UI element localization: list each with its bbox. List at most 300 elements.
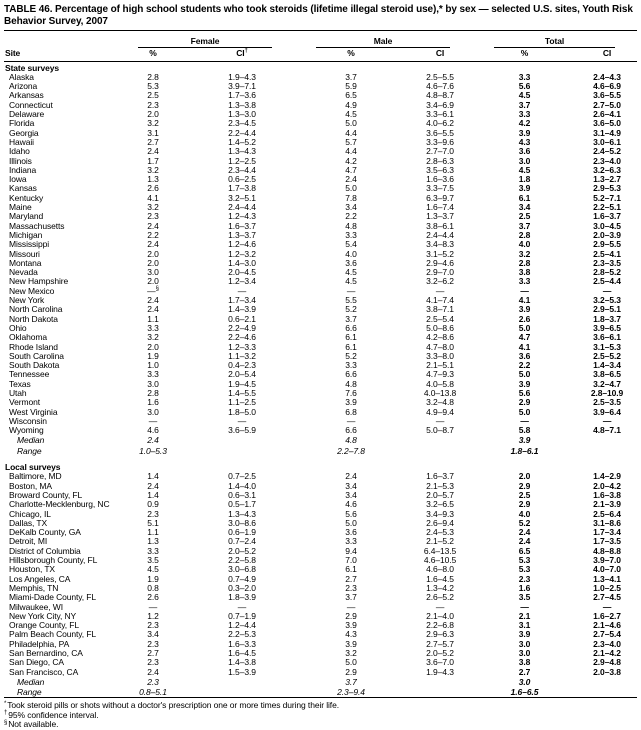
table-row <box>4 129 637 138</box>
site-cell: Delaware <box>9 109 45 120</box>
site-cell: Palm Beach County, FL <box>9 629 97 640</box>
female-percent-cell: 3.5 <box>147 555 159 566</box>
site-cell: New Hampshire <box>9 276 69 287</box>
column-header-site: Site <box>4 48 116 61</box>
total-ci-cell: 2.8–10.9 <box>590 387 624 398</box>
male-ci-cell: 3.5–6.3 <box>426 164 454 175</box>
total-percent-cell: 5.2 <box>518 517 531 528</box>
total-ci-cell: 3.6–6.1 <box>593 332 621 343</box>
male-ci-cell: 3.6–5.5 <box>426 127 454 138</box>
female-ci-cell: 0.6–1.9 <box>228 527 256 538</box>
male-ci-cell: 2.0–5.7 <box>426 489 454 500</box>
female-ci-cell: 0.7–2.4 <box>228 536 256 547</box>
total-percent-cell: 2.4 <box>518 536 531 547</box>
female-percent-cell: 3.2 <box>147 118 159 129</box>
site-cell: Wisconsin <box>9 415 47 426</box>
total-ci-cell: 4.8–8.8 <box>593 545 621 556</box>
male-percent-cell: 3.9 <box>345 620 357 631</box>
male-percent-cell: 4.0 <box>345 248 357 259</box>
total-ci-cell: 4.0–7.0 <box>593 564 621 575</box>
site-cell: Orange County, FL <box>9 620 79 631</box>
male-percent-cell: 5.6 <box>345 508 357 519</box>
total-ci-cell: — <box>602 601 612 612</box>
site-cell: Alaska <box>9 71 34 82</box>
total-percent-cell: 5.3 <box>518 564 531 575</box>
male-percent-cell: 5.4 <box>345 239 357 250</box>
male-ci-cell: 2.8–6.3 <box>426 155 454 166</box>
female-percent-cell: 2.7 <box>147 136 159 147</box>
site-cell: Los Angeles, CA <box>9 573 71 584</box>
total-percent-cell: 2.4 <box>518 527 531 538</box>
female-percent-cell: 0.9 <box>147 499 159 510</box>
total-percent-cell: 2.7 <box>518 666 531 677</box>
total-ci-cell: 4.6–6.9 <box>593 81 621 92</box>
total-ci-cell: 3.9–7.0 <box>593 555 621 566</box>
female-percent-cell: 5.3 <box>147 81 159 92</box>
male-ci-cell: — <box>435 601 445 612</box>
female-percent-cell: 1.3 <box>147 174 159 185</box>
total-ci-cell: 2.9–4.8 <box>593 657 621 668</box>
female-percent-cell: 3.0 <box>147 378 159 389</box>
site-cell: West Virginia <box>9 406 58 417</box>
male-percent-cell: — <box>346 415 356 426</box>
site-cell: Houston, TX <box>9 564 55 575</box>
total-ci-cell: 1.4–3.4 <box>593 360 621 371</box>
male-ci-cell: 2.7–5.7 <box>426 638 454 649</box>
site-cell: Maine <box>9 202 32 213</box>
male-percent-cell: 3.6 <box>345 527 357 538</box>
total-ci-cell: 2.6–4.1 <box>593 109 621 120</box>
table-row <box>4 575 637 584</box>
total-ci-cell: 2.7–4.5 <box>593 592 621 603</box>
male-ci-cell: 2.9–4.6 <box>426 257 454 268</box>
table-row <box>4 315 637 324</box>
site-cell: Chicago, IL <box>9 508 51 519</box>
site-cell: Kentucky <box>9 192 44 203</box>
total-percent-cell: 3.7 <box>518 220 531 231</box>
female-percent-cell: 1.9 <box>147 573 159 584</box>
total-percent-cell: 3.0 <box>518 638 531 649</box>
total-ci-cell: 3.1–8.6 <box>593 517 621 528</box>
male-percent-cell: — <box>346 601 356 612</box>
footnote-text: 95% confidence interval. <box>8 709 99 720</box>
footnotes <box>4 698 637 730</box>
site-cell: Tennessee <box>9 369 50 380</box>
female-percent-cell: 1.1 <box>147 527 159 538</box>
female-percent-cell: 2.4 <box>147 239 159 250</box>
total-ci-cell: 2.9–5.5 <box>593 239 621 250</box>
stat-value: 4.8 <box>345 435 357 446</box>
table-row <box>4 380 637 389</box>
total-ci-cell: 2.3–4.0 <box>593 155 621 166</box>
male-ci-cell: 3.8–7.1 <box>426 304 454 315</box>
male-percent-cell: 6.6 <box>345 425 357 436</box>
site-cell: Miami-Dade County, FL <box>9 592 97 603</box>
table-row <box>4 370 637 379</box>
total-percent-cell: 2.5 <box>518 211 531 222</box>
male-ci-cell: 2.2–6.8 <box>426 620 454 631</box>
male-ci-cell: 4.7–8.0 <box>426 341 454 352</box>
reference-mark: § <box>155 285 159 292</box>
empty-cell <box>190 677 294 687</box>
table-row <box>4 389 637 398</box>
male-percent-cell: 6.8 <box>345 406 357 417</box>
total-percent-cell: 3.0 <box>518 155 531 166</box>
female-percent-cell: 1.6 <box>147 397 159 408</box>
site-cell: Memphis, TN <box>9 582 59 593</box>
total-percent-cell: 3.9 <box>518 304 531 315</box>
male-ci-cell: 3.4–9.3 <box>426 508 454 519</box>
total-percent-cell: 2.8 <box>518 257 531 268</box>
total-percent-cell: 4.1 <box>518 341 531 352</box>
female-ci-cell: 0.7–2.5 <box>228 471 256 482</box>
female-percent-cell: 2.3 <box>147 620 159 631</box>
female-ci-cell: 1.2–3.2 <box>228 248 256 259</box>
female-ci-cell: 0.7–1.9 <box>228 610 256 621</box>
section-label: State surveys <box>5 62 59 73</box>
total-ci-cell: 2.9–5.3 <box>593 183 621 194</box>
table-row <box>4 565 637 574</box>
female-percent-cell: —§ <box>147 285 159 296</box>
male-percent-cell: 5.9 <box>345 81 357 92</box>
male-percent-cell: 6.1 <box>345 564 357 575</box>
total-ci-cell: 2.0–3.8 <box>593 666 621 677</box>
female-percent-cell: 2.4 <box>147 146 159 157</box>
female-percent-cell: 2.0 <box>147 257 159 268</box>
total-ci-cell: 2.8–5.2 <box>593 267 621 278</box>
male-ci-cell: 5.0–8.7 <box>426 425 454 436</box>
table-row <box>4 231 637 240</box>
female-percent-cell: 3.0 <box>147 406 159 417</box>
male-percent-cell: 6.6 <box>345 322 357 333</box>
male-ci-cell: 2.1–4.0 <box>426 610 454 621</box>
male-ci-cell: 2.5–5.5 <box>426 71 454 82</box>
group-header-male-label: Male <box>316 37 450 48</box>
female-ci-cell: 2.2–5.3 <box>228 629 256 640</box>
total-percent-cell: 3.9 <box>518 378 531 389</box>
total-percent-cell: 3.6 <box>518 350 531 361</box>
table-row <box>4 324 637 333</box>
total-percent-cell: 5.6 <box>518 81 531 92</box>
female-ci-cell: 0.6–3.1 <box>228 489 256 500</box>
total-percent-cell: 6.1 <box>518 192 531 203</box>
total-percent-cell: 4.0 <box>518 239 531 250</box>
total-ci-cell: 1.7–3.5 <box>593 536 621 547</box>
stat-label: Median <box>17 435 45 446</box>
female-percent-cell: 3.3 <box>147 545 159 556</box>
male-percent-cell: 5.0 <box>345 517 357 528</box>
male-percent-cell: 3.9 <box>345 638 357 649</box>
female-ci-cell: 3.2–5.1 <box>228 192 256 203</box>
female-percent-cell: 2.3 <box>147 638 159 649</box>
female-ci-cell: 1.1–3.2 <box>228 350 256 361</box>
male-percent-cell: 3.7 <box>345 71 357 82</box>
male-ci-cell: 3.3–8.0 <box>426 350 454 361</box>
male-ci-cell: 3.4–6.9 <box>426 99 454 110</box>
group-header-total <box>472 32 637 48</box>
total-percent-cell: 5.6 <box>518 387 531 398</box>
table-row <box>4 287 637 296</box>
section-header-row <box>4 456 637 472</box>
male-percent-cell: 3.3 <box>345 229 357 240</box>
total-ci-cell: 1.0–2.5 <box>593 582 621 593</box>
site-cell: Hillsborough County, FL <box>9 555 98 566</box>
male-percent-cell: 3.4 <box>345 489 357 500</box>
stat-value: 3.0 <box>518 676 531 687</box>
female-ci-cell: 0.7–4.9 <box>228 573 256 584</box>
female-ci-cell: 1.4–3.9 <box>228 304 256 315</box>
section-header-row <box>4 61 637 73</box>
table-row <box>4 194 637 203</box>
table-row <box>4 482 637 491</box>
table-row <box>4 296 637 305</box>
stat-value: 1.8–6.1 <box>510 445 539 456</box>
table-row <box>4 519 637 528</box>
table-row <box>4 528 637 537</box>
total-ci-cell: 2.3–4.0 <box>593 638 621 649</box>
male-ci-cell: 3.2–6.5 <box>426 499 454 510</box>
female-percent-cell: 4.6 <box>147 425 159 436</box>
site-cell: New Mexico <box>9 285 55 296</box>
female-ci-cell: 0.4–2.3 <box>228 360 256 371</box>
site-cell: Montana <box>9 257 42 268</box>
table-row <box>4 240 637 249</box>
reference-mark: † <box>244 48 248 55</box>
female-percent-cell: 2.0 <box>147 109 159 120</box>
male-percent-cell: 6.1 <box>345 332 357 343</box>
empty-cell <box>408 677 472 687</box>
table-row <box>4 408 637 417</box>
male-ci-cell: 1.6–4.5 <box>426 573 454 584</box>
table-row <box>4 147 637 156</box>
female-percent-cell: 2.4 <box>147 220 159 231</box>
female-percent-cell: 2.6 <box>147 592 159 603</box>
table-row <box>4 640 637 649</box>
empty-cell <box>408 446 472 456</box>
table-row <box>4 500 637 509</box>
total-ci-cell: 1.3–2.7 <box>593 174 621 185</box>
female-percent-cell: 2.5 <box>147 90 159 101</box>
empty-cell <box>577 687 637 698</box>
site-cell: Detroit, MI <box>9 536 48 547</box>
table-row <box>4 352 637 361</box>
total-percent-cell: 4.5 <box>518 164 531 175</box>
total-percent-cell: 4.1 <box>518 295 531 306</box>
group-header-row <box>4 32 637 48</box>
male-percent-cell: 6.6 <box>345 369 357 380</box>
male-percent-cell: 5.2 <box>345 304 357 315</box>
total-ci-cell: 3.8–6.5 <box>593 369 621 380</box>
column-header-total-percent: % <box>472 48 577 61</box>
female-ci-cell: 1.4–4.0 <box>228 480 256 491</box>
site-cell: Connecticut <box>9 99 53 110</box>
male-percent-cell: 3.3 <box>345 360 357 371</box>
site-cell: Milwaukee, WI <box>9 601 63 612</box>
male-ci-cell: — <box>435 285 445 296</box>
site-cell: Mississippi <box>9 239 49 250</box>
male-percent-cell: 5.7 <box>345 136 357 147</box>
male-ci-cell: 4.0–5.8 <box>426 378 454 389</box>
female-percent-cell: 2.3 <box>147 99 159 110</box>
female-ci-cell: 1.3–4.3 <box>228 508 256 519</box>
stat-value: 1.6–6.5 <box>510 687 539 698</box>
total-ci-cell: 1.6–3.7 <box>593 211 621 222</box>
male-percent-cell: 3.2 <box>345 648 357 658</box>
empty-cell <box>190 435 294 445</box>
male-percent-cell: 4.8 <box>345 220 357 231</box>
female-ci-cell: 3.0–6.8 <box>228 564 256 575</box>
male-percent-cell: 4.9 <box>345 99 357 110</box>
male-percent-cell: 5.2 <box>345 350 357 361</box>
male-ci-cell: 3.6–7.0 <box>426 657 454 668</box>
total-ci-cell: 3.2–5.3 <box>593 295 621 306</box>
site-cell: Massachusetts <box>9 220 65 231</box>
male-ci-cell: 2.1–5.1 <box>426 360 454 371</box>
stat-value: 2.3–9.4 <box>337 687 365 698</box>
male-ci-cell: 2.4–5.3 <box>426 527 454 538</box>
female-ci-cell: 1.6–3.7 <box>228 220 256 231</box>
table-row <box>4 91 637 100</box>
site-cell: Michigan <box>9 229 43 240</box>
female-percent-cell: 3.2 <box>147 332 159 343</box>
male-ci-cell: — <box>435 415 445 426</box>
female-ci-cell: — <box>237 415 247 426</box>
total-percent-cell: 3.9 <box>518 127 531 138</box>
female-ci-cell: 2.4–4.4 <box>228 202 256 213</box>
site-cell: Utah <box>9 387 27 398</box>
stat-value: 3.9 <box>518 435 531 446</box>
table-row <box>4 417 637 426</box>
male-ci-cell: 4.6–8.0 <box>426 564 454 575</box>
total-percent-cell: 3.9 <box>518 183 531 194</box>
site-cell: Texas <box>9 378 31 389</box>
stat-value: 2.4 <box>147 435 159 446</box>
male-percent-cell: 4.3 <box>345 629 357 640</box>
male-ci-cell: 3.1–5.2 <box>426 248 454 259</box>
female-percent-cell: 4.1 <box>147 192 159 203</box>
table-row <box>4 184 637 193</box>
site-cell: Boston, MA <box>9 480 52 491</box>
total-ci-cell: — <box>602 415 612 426</box>
male-percent-cell: 3.7 <box>345 592 357 603</box>
male-percent-cell: 6.5 <box>345 90 357 101</box>
site-cell: Dallas, TX <box>9 517 48 528</box>
female-percent-cell: — <box>148 601 158 612</box>
male-percent-cell: 4.8 <box>345 378 357 389</box>
total-percent-cell: 5.3 <box>518 555 531 566</box>
male-ci-cell: 3.3–7.5 <box>426 183 454 194</box>
male-ci-cell: 1.6–3.7 <box>426 471 454 482</box>
female-percent-cell: — <box>148 415 158 426</box>
total-ci-cell: 4.8–7.1 <box>593 425 621 436</box>
female-percent-cell: 3.1 <box>147 127 159 138</box>
total-ci-cell: 3.2–6.3 <box>593 164 621 175</box>
table-row <box>4 603 637 612</box>
female-percent-cell: 2.7 <box>147 648 159 658</box>
table-row <box>4 73 637 82</box>
column-header-male-ci: CI <box>408 48 472 61</box>
male-ci-cell: 4.7–9.3 <box>426 369 454 380</box>
male-ci-cell: 2.9–6.3 <box>426 629 454 640</box>
male-percent-cell: 4.5 <box>345 267 357 278</box>
female-ci-cell: 3.9–7.1 <box>228 81 256 92</box>
column-header-row <box>4 48 637 61</box>
male-ci-cell: 2.7–7.0 <box>426 146 454 157</box>
site-cell: Nevada <box>9 267 38 278</box>
male-ci-cell: 2.9–7.0 <box>426 267 454 278</box>
site-cell: Arizona <box>9 81 38 92</box>
male-ci-cell: 2.4–4.4 <box>426 229 454 240</box>
site-cell: Arkansas <box>9 90 44 101</box>
female-ci-cell: 1.7–3.8 <box>228 183 256 194</box>
total-percent-cell: 3.2 <box>518 248 531 259</box>
empty-cell <box>408 687 472 698</box>
site-cell: Illinois <box>9 155 32 166</box>
total-percent-cell: — <box>520 601 529 612</box>
male-percent-cell: 2.9 <box>345 610 357 621</box>
total-percent-cell: 6.5 <box>518 545 531 556</box>
site-cell: San Francisco, CA <box>9 666 79 677</box>
table-row <box>4 361 637 370</box>
male-percent-cell: 4.4 <box>345 146 357 157</box>
group-header-spacer <box>4 32 116 48</box>
female-ci-cell: 1.2–4.3 <box>228 211 256 222</box>
male-ci-cell: 4.9–9.4 <box>426 406 454 417</box>
male-ci-cell: 1.3–3.7 <box>426 211 454 222</box>
female-ci-cell: 1.7–3.4 <box>228 295 256 306</box>
total-ci-cell: 2.4–5.2 <box>593 146 621 157</box>
empty-cell <box>577 435 637 445</box>
stat-label: Range <box>17 445 42 456</box>
section-label: Local surveys <box>5 462 61 473</box>
male-percent-cell: 4.2 <box>345 155 357 166</box>
total-percent-cell: 3.6 <box>518 146 531 157</box>
total-percent-cell: — <box>520 285 529 296</box>
table-row <box>4 250 637 259</box>
female-ci-cell: 1.2–4.4 <box>228 620 256 631</box>
total-percent-cell: 2.1 <box>518 610 531 621</box>
total-percent-cell: 2.2 <box>518 360 531 371</box>
male-ci-cell: 1.3–4.2 <box>426 582 454 593</box>
footnote-symbol: † <box>4 710 8 717</box>
footnote <box>4 701 637 711</box>
male-ci-cell: 1.6–7.4 <box>426 202 454 213</box>
female-ci-cell: 2.2–4.9 <box>228 322 256 333</box>
total-ci-cell: 1.7–3.4 <box>593 527 621 538</box>
table-row <box>4 426 637 435</box>
stat-label: Median <box>17 676 45 687</box>
female-percent-cell: 2.4 <box>147 295 159 306</box>
male-ci-cell: 2.1–5.2 <box>426 536 454 547</box>
female-ci-cell: 2.0–5.2 <box>228 545 256 556</box>
female-ci-cell: 0.6–2.1 <box>228 313 256 324</box>
female-percent-cell: 2.0 <box>147 276 159 287</box>
female-ci-cell: 1.4–3.0 <box>228 257 256 268</box>
table-body <box>4 61 637 698</box>
stat-value: 3.7 <box>345 676 357 687</box>
female-percent-cell: 3.2 <box>147 202 159 213</box>
female-ci-cell: 1.3–3.0 <box>228 109 256 120</box>
female-percent-cell: 2.6 <box>147 183 159 194</box>
female-percent-cell: 2.4 <box>147 480 159 491</box>
total-ci-cell: 3.9–6.5 <box>593 322 621 333</box>
site-cell: Wyoming <box>9 425 44 436</box>
total-percent-cell: 3.0 <box>518 648 531 658</box>
site-cell: Vermont <box>9 397 40 408</box>
stat-value: 2.3 <box>147 676 159 687</box>
female-ci-cell: 1.4–5.2 <box>228 136 256 147</box>
column-header-male-percent: % <box>294 48 408 61</box>
